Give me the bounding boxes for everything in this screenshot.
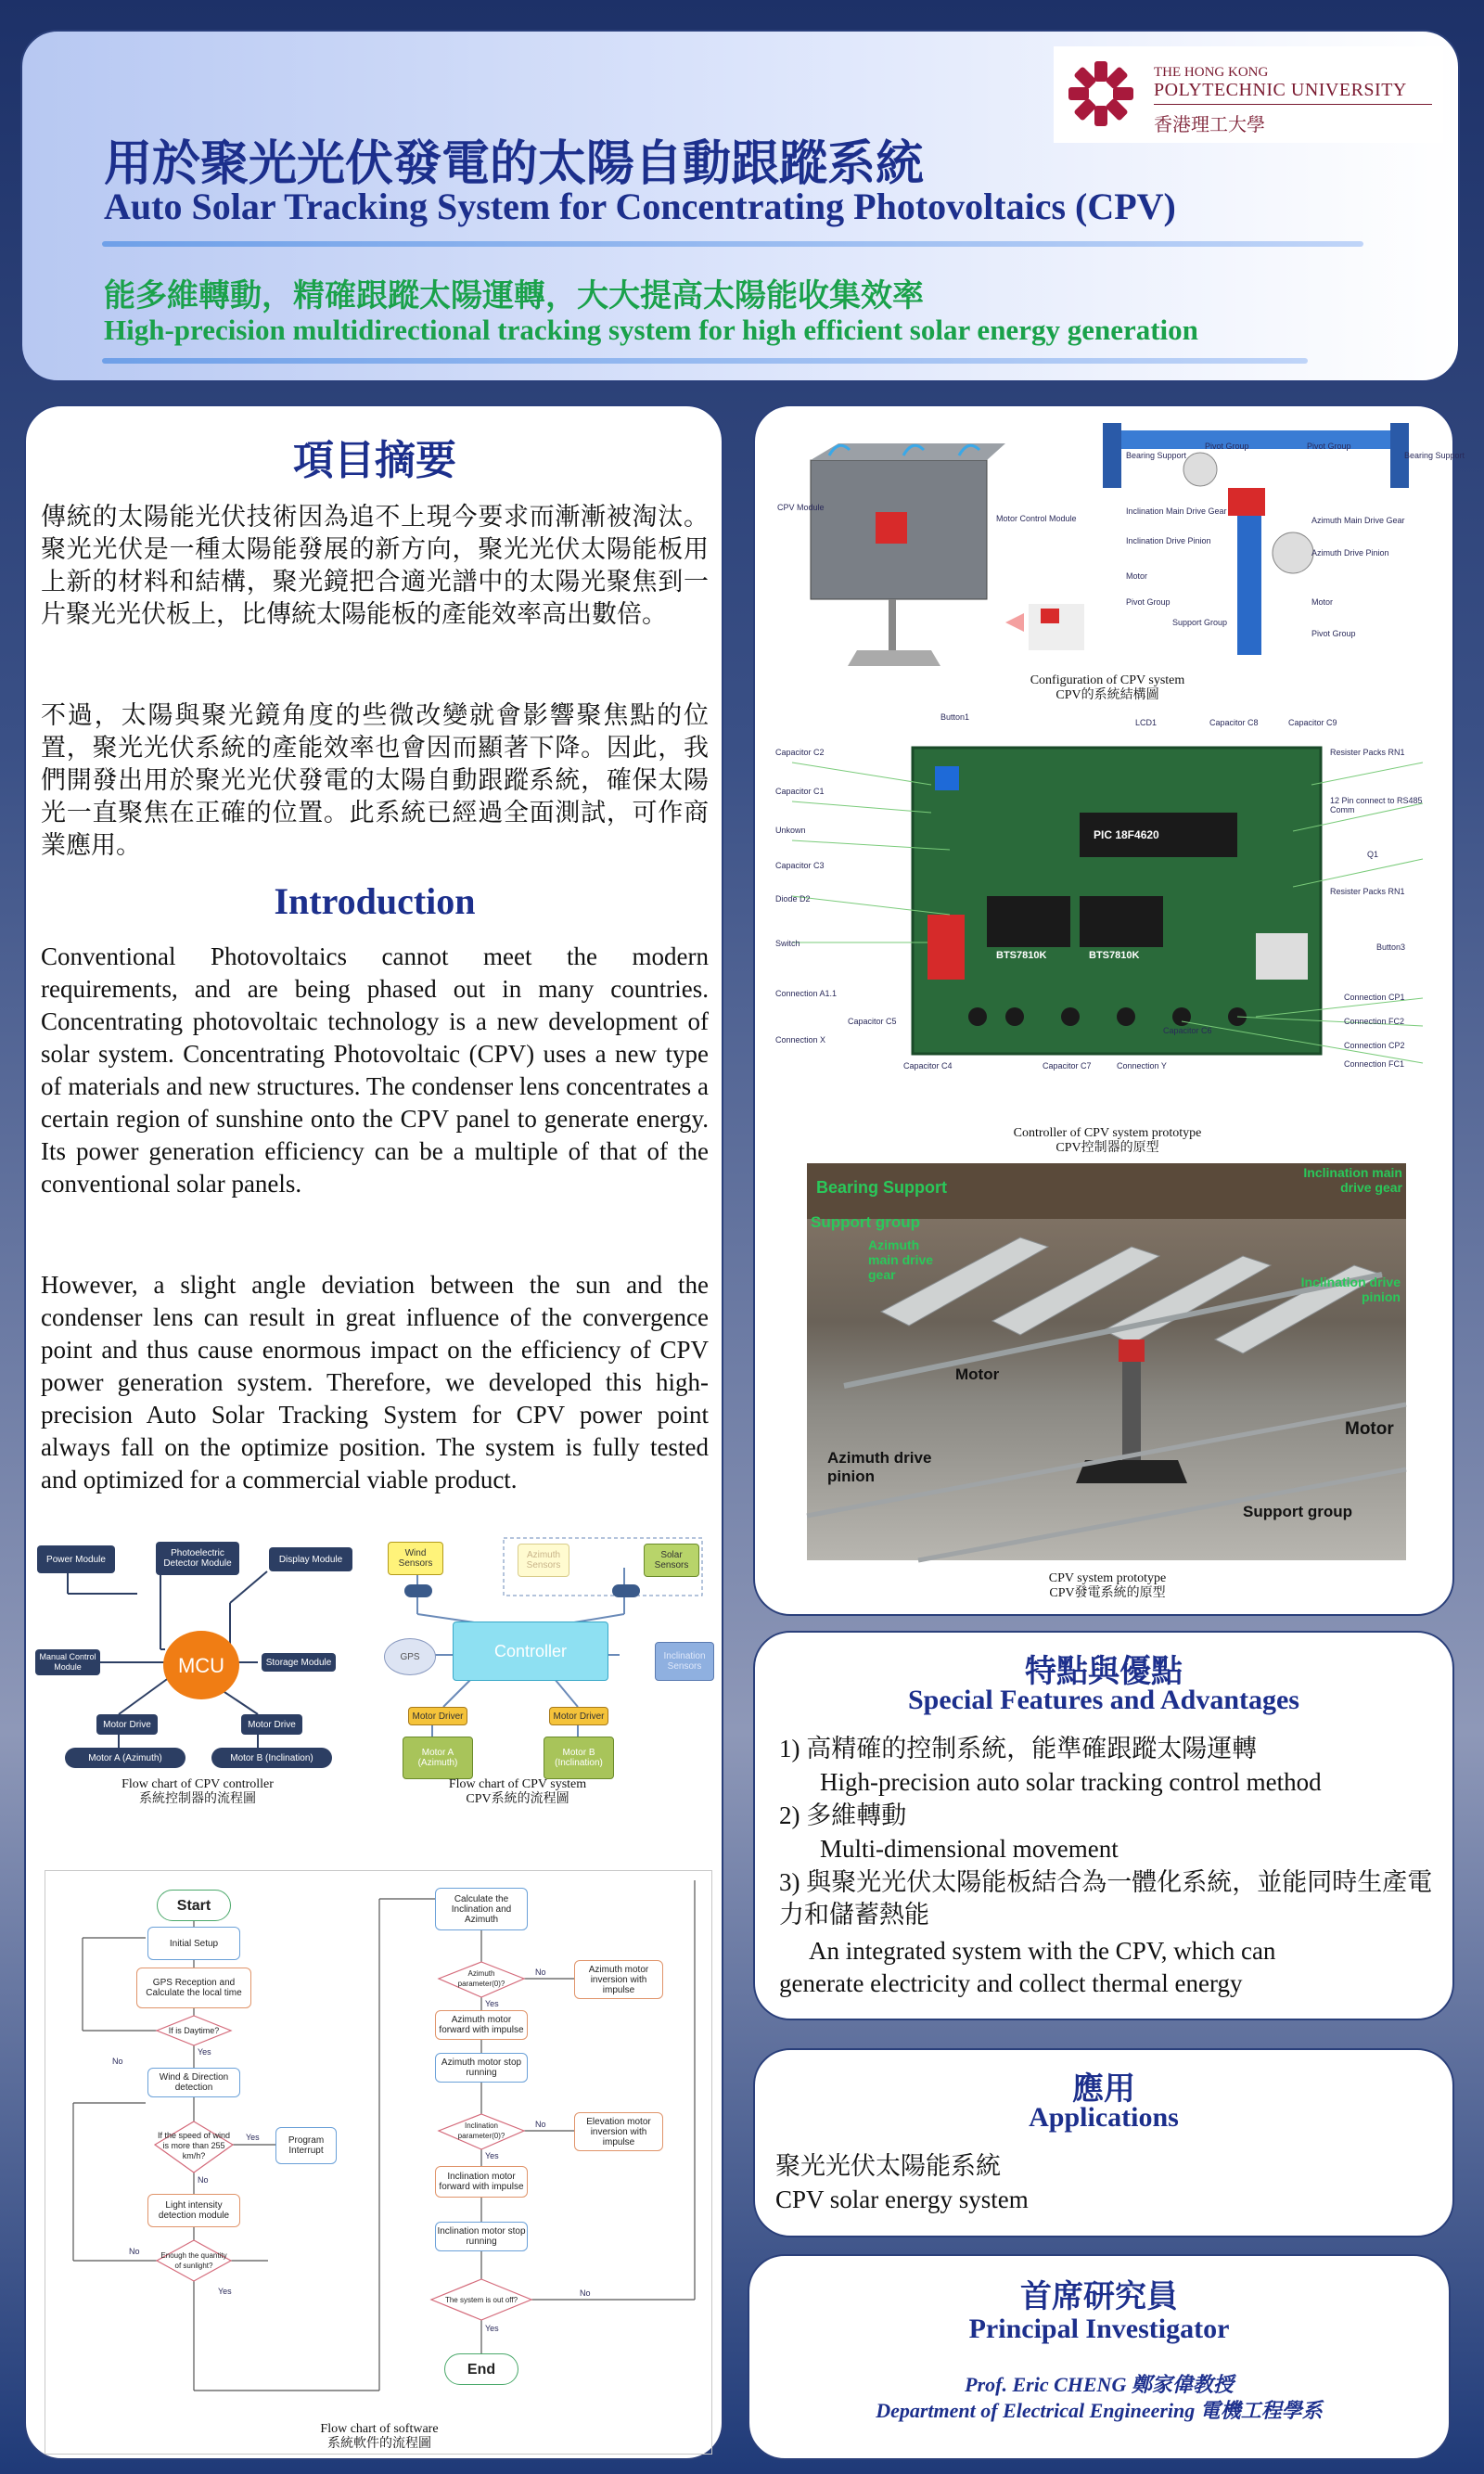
pcb-label-capacitor-c6: Capacitor C6 (1163, 1026, 1212, 1035)
daytime-yes-label: Yes (198, 2047, 211, 2057)
feature-1-zh: 1) 高精確的控制系統，能準確跟蹤太陽運轉 (779, 1735, 1258, 1763)
application-line-zh: 聚光光伏太陽能系統 (775, 2152, 1001, 2180)
gps-reception-node: GPS Reception and Calculate the local time (136, 1968, 251, 2008)
pcb-label-connection-x: Connection X (775, 1035, 826, 1045)
investigator-panel (748, 2254, 1451, 2460)
azimuth-no-label: No (535, 1968, 546, 1977)
config-caption-en: Configuration of CPV system (1030, 673, 1185, 687)
proto-label-azimuth-pinion: Azimuth drive pinion (827, 1449, 932, 1485)
pcb-caption-en: Controller of CPV system prototype (1013, 1126, 1202, 1140)
introduction-heading: Introduction (274, 880, 476, 922)
sunlight-no-label: No (129, 2247, 140, 2256)
pcb-label-bts-2: BTS7810K (1089, 950, 1140, 961)
config-label-support-group: Support Group (1172, 618, 1228, 627)
polyu-emblem-icon (1067, 59, 1135, 128)
pcb-label-capacitor-c5: Capacitor C5 (848, 1017, 897, 1026)
introduction-paragraph-1: Conventional Photovoltaics cannot meet the modern requirements, and are being phased out in many countries. Concentrating photovoltaic technology is a new development of solar system. Concentrating Photovoltaic (CPV) uses a new type of materials and new structures. The condenser lens concentrates a certain region of sunshine onto the CPV panel to generate energy. Its power generation efficiency can be a multiple of that of the conventional solar panels. (41, 942, 709, 1198)
feature-1-en: High-precision auto solar tracking control method (820, 1768, 1322, 1796)
pcb-label-lcd1: LCD1 (1135, 718, 1158, 727)
initial-setup-node: Initial Setup (147, 1927, 240, 1960)
photoelectric-detector-box: Photoelectric Detector Module (156, 1542, 239, 1575)
proto-label-support-group-bottom: Support group (1243, 1503, 1353, 1520)
inclination-yes-label: Yes (485, 2151, 499, 2160)
config-label-bearing-support-left: Bearing Support (1126, 451, 1187, 460)
config-label-pivot-group-4: Pivot Group (1311, 629, 1356, 638)
abstract-paragraph-2: 不過，太陽與聚光鏡角度的些微改變就會影響聚焦點的位置，聚光光伏系統的產能效率也會因而顯著下降。因此，我們開發出用於聚光光伏發電的太陽自動跟蹤系統，確保太陽光一直聚焦在正確的位置。此系統已經過全面測試，可作商業應用。 (41, 701, 709, 859)
light-intensity-node: Light intensity detection module (147, 2194, 240, 2227)
config-label-motor-control: Motor Control Module (996, 514, 1077, 523)
proto-label-bearing-support: Bearing Support (816, 1178, 948, 1197)
feature-3-zh: 3) 與聚光光伏太陽能板結合為一體化系統，並能同時生產電力和儲蓄熱能 (779, 1868, 1433, 1929)
prototype-caption-en: CPV system prototype (1048, 1571, 1167, 1585)
dam-badge-right (612, 1584, 640, 1597)
sunlight-yes-label: Yes (218, 2287, 232, 2296)
software-flow-chart (45, 1870, 712, 2455)
azimuth-yes-label: Yes (485, 1999, 499, 2008)
program-interrupt-node: Program Interrupt (275, 2127, 337, 2164)
pcb-label-diode-d2: Diode D2 (775, 894, 811, 904)
daytime-decision: If is Daytime? (168, 2025, 220, 2035)
abstract-paragraph-1: 傳統的太陽能光伏技術因為追不上現今要求而漸漸被淘汰。聚光光伏是一種太陽能發展的新方向，聚光光伏太陽能板用上新的材料和結構，聚光鏡把合適光譜中的太陽光聚焦到一片聚光光伏板上，比傳統太陽能板的產能效率高出數倍。 (41, 503, 709, 628)
controller-pcb-photo (774, 711, 1441, 1106)
motor-drive-b-box: Motor Drive (241, 1714, 302, 1735)
gps-circle: GPS (384, 1638, 436, 1675)
pcb-label-connection-cp1: Connection CP1 (1344, 993, 1405, 1002)
software-chart-caption-en: Flow chart of software (320, 2422, 439, 2436)
azimuth-sensors-box: Azimuth Sensors (518, 1544, 569, 1577)
logo-line-2: POLYTECHNIC UNIVERSITY (1154, 80, 1407, 100)
feature-2-zh: 2) 多維轉動 (779, 1801, 907, 1829)
config-label-bearing-support-right: Bearing Support (1404, 451, 1465, 460)
feature-3-en: An integrated system with the CPV, which can generate electricity and collect thermal energy (779, 1937, 1276, 1997)
figures-panel (753, 404, 1465, 1616)
abstract-heading: 項目摘要 (293, 438, 456, 483)
config-caption-zh: CPV的系統結構圖 (1055, 688, 1159, 702)
motor-drive-a-box: Motor Drive (96, 1714, 158, 1735)
wind-speed-decision: If the speed of wind is more than 255 km/h? (157, 2130, 231, 2160)
investigator-heading-en: Principal Investigator (968, 2314, 1230, 2344)
config-label-motor-2: Motor (1311, 597, 1334, 607)
title-chinese: 用於聚光光伏發電的太陽自動跟蹤系統 (104, 138, 925, 191)
calculate-angles-node: Calculate the Inclination and Azimuth (435, 1888, 528, 1930)
features-heading-zh: 特點與優點 (1025, 1655, 1183, 1689)
proto-label-inclination-gear: Inclination main drive gear (1303, 1165, 1402, 1195)
pcb-label-bts-1: BTS7810K (996, 950, 1047, 961)
config-label-cpv-module: CPV Module (777, 503, 825, 512)
controller-flow-chart (26, 1538, 369, 1816)
pcb-label-capacitor-c4: Capacitor C4 (903, 1061, 953, 1070)
applications-panel (753, 2048, 1454, 2237)
daytime-no-label: No (112, 2057, 123, 2066)
feature-2-en: Multi-dimensional movement (820, 1835, 1119, 1863)
proto-label-inclination-pinion: Inclination drive pinion (1300, 1275, 1401, 1304)
prototype-caption-zh: CPV發電系統的原型 (1049, 1586, 1166, 1600)
pcb-drawing (774, 711, 1441, 1106)
wind-no-label: No (198, 2175, 209, 2185)
pcb-label-capacitor-c3: Capacitor C3 (775, 861, 825, 870)
pcb-caption-zh: CPV控制器的原型 (1055, 1141, 1159, 1155)
system-off-yes-label: Yes (485, 2324, 499, 2333)
controller-chart-caption-en: Flow chart of CPV controller (122, 1777, 274, 1791)
university-logo (1054, 46, 1443, 143)
pcb-label-pic: PIC 18F4620 (1094, 828, 1159, 841)
start-node: Start (157, 1890, 231, 1921)
motor-driver-b-box: Motor Driver (549, 1707, 608, 1725)
motor-a-box: Motor A (Azimuth) (65, 1748, 186, 1768)
pcb-label-switch: Switch (775, 939, 800, 948)
header-banner (20, 30, 1460, 382)
inclination-stop-node: Inclination motor stop running (435, 2222, 528, 2251)
pcb-label-connection-cp2: Connection CP2 (1344, 1041, 1405, 1050)
pcb-label-button1: Button1 (940, 712, 970, 722)
end-node: End (444, 2353, 518, 2385)
pcb-label-connection-fc1: Connection FC1 (1344, 1059, 1405, 1069)
inclination-forward-node: Inclination motor forward with impulse (435, 2166, 528, 2198)
power-module-box: Power Module (37, 1545, 115, 1573)
azimuth-stop-node: Azimuth motor stop running (435, 2053, 528, 2083)
system-flow-chart (369, 1531, 722, 1818)
inclination-sensors-box: Inclination Sensors (655, 1642, 714, 1681)
dam-badge-left (404, 1584, 432, 1597)
pcb-label-connection-y: Connection Y (1117, 1061, 1167, 1070)
title-english: Auto Solar Tracking System for Concentrating Photovoltaics (CPV) (104, 186, 1176, 227)
controller-chart-caption-zh: 系統控制器的流程圖 (139, 1792, 256, 1806)
motor-driver-a-box: Motor Driver (408, 1707, 467, 1725)
system-chart-caption-zh: CPV系統的流程圖 (466, 1792, 569, 1806)
application-line-en: CPV solar energy system (775, 2186, 1029, 2213)
pcb-label-rs485: 12 Pin connect to RS485 Comm (1330, 796, 1423, 814)
elevation-inversion-node: Elevation motor inversion with impulse (574, 2112, 663, 2151)
logo-line-3: 香港理工大學 (1154, 115, 1265, 135)
introduction-paragraph-2: However, a slight angle deviation between the sun and the condenser lens can result in great influence of the convergence point and thus cause enormous impact on the efficiency of CPV power generation system. Therefore, we developed this high-precision Auto Solar Tracking System for CPV power point always fall on the optimize position. The system is fully tested and optimized for a commercial viable product. (41, 1271, 709, 1493)
left-column-panel (24, 404, 723, 2460)
logo-divider (1154, 104, 1432, 105)
logo-line-1: THE HONG KONG (1154, 65, 1269, 80)
pcb-label-connection-a11: Connection A1.1 (775, 989, 838, 998)
system-chart-caption-en: Flow chart of CPV system (448, 1777, 587, 1791)
pcb-label-resister-rn1-bottom: Resister Packs RN1 (1330, 887, 1405, 896)
applications-heading-zh: 應用 (1072, 2072, 1135, 2107)
config-label-pivot-group-1: Pivot Group (1205, 442, 1249, 451)
inclination-no-label: No (535, 2120, 546, 2129)
features-panel (753, 1631, 1454, 2020)
config-label-pivot-group-2: Pivot Group (1307, 442, 1351, 451)
manual-control-box: Manual Control Module (35, 1649, 100, 1675)
wind-direction-node: Wind & Direction detection (147, 2068, 240, 2097)
proto-label-motor-2: Motor (1345, 1419, 1394, 1439)
sunlight-decision: Enough the quantity of sunlight? (160, 2251, 227, 2270)
config-label-inclination-gear: Inclination Main Drive Gear (1126, 506, 1227, 516)
azimuth-inversion-node: Azimuth motor inversion with impulse (574, 1960, 663, 1999)
motor-b-box: Motor B (Inclination) (211, 1748, 332, 1768)
subtitle-divider (102, 358, 1308, 364)
solar-sensors-box: Solar Sensors (644, 1544, 699, 1577)
pcb-label-capacitor-c7: Capacitor C7 (1043, 1061, 1092, 1070)
pcb-label-capacitor-c1: Capacitor C1 (775, 787, 825, 796)
pcb-label-button3: Button3 (1376, 942, 1406, 952)
pcb-label-capacitor-c9: Capacitor C9 (1288, 718, 1337, 727)
pcb-label-resister-rn1-top: Resister Packs RN1 (1330, 748, 1405, 757)
title-divider (102, 241, 1363, 247)
wind-sensors-box: Wind Sensors (388, 1542, 443, 1575)
features-heading-en: Special Features and Advantages (908, 1685, 1299, 1715)
cpv-prototype-photo (807, 1163, 1406, 1560)
inclination-param-decision: Inclination parameter(0)? (457, 2121, 505, 2140)
motor-b-inclination-box: Motor B (Inclination) (544, 1737, 614, 1779)
pcb-label-q1: Q1 (1367, 850, 1379, 859)
investigator-name: Prof. Eric CHENG 鄭家偉教授 (965, 2373, 1234, 2396)
config-label-azimuth-pinion: Azimuth Drive Pinion (1311, 548, 1389, 558)
motor-a-azimuth-box: Motor A (Azimuth) (403, 1737, 473, 1779)
storage-module-box: Storage Module (262, 1653, 336, 1672)
proto-label-motor-1: Motor (955, 1365, 1000, 1383)
display-module-box: Display Module (269, 1547, 352, 1571)
system-off-decision: The system is out off? (444, 2295, 518, 2304)
proto-label-azimuth-gear: Azimuth main drive gear (868, 1237, 934, 1282)
config-label-motor-1: Motor (1126, 571, 1148, 581)
mcu-circle: MCU (163, 1631, 239, 1699)
software-chart-caption-zh: 系統軟件的流程圖 (327, 2437, 431, 2451)
config-label-pivot-group-3: Pivot Group (1126, 597, 1171, 607)
subtitle-chinese: 能多維轉動，精確跟蹤太陽運轉，大大提高太陽能收集效率 (104, 279, 924, 314)
azimuth-forward-node: Azimuth motor forward with impulse (435, 2010, 528, 2040)
pcb-label-capacitor-c2: Capacitor C2 (775, 748, 825, 757)
subtitle-english: High-precision multidirectional tracking system for high efficient solar energy generation (104, 314, 1198, 346)
applications-heading-en: Applications (1029, 2102, 1179, 2133)
proto-label-support-group-top: Support group (811, 1213, 921, 1231)
azimuth-param-decision: Azimuth parameter(0)? (457, 1969, 505, 1988)
investigator-department: Department of Electrical Engineering 電機工程學系 (876, 2399, 1323, 2422)
config-label-inclination-pinion: Inclination Drive Pinion (1126, 536, 1211, 545)
pcb-label-capacitor-c8: Capacitor C8 (1209, 718, 1259, 727)
config-label-azimuth-gear: Azimuth Main Drive Gear (1311, 516, 1405, 525)
pcb-label-unknown: Unkown (775, 826, 806, 835)
pcb-label-connection-fc2: Connection FC2 (1344, 1017, 1405, 1026)
cpv-configuration-illustration (774, 423, 1465, 672)
wind-yes-label: Yes (246, 2133, 260, 2142)
controller-box: Controller (453, 1622, 608, 1681)
investigator-heading-zh: 首席研究員 (1020, 2280, 1178, 2314)
system-off-no-label: No (580, 2288, 591, 2298)
